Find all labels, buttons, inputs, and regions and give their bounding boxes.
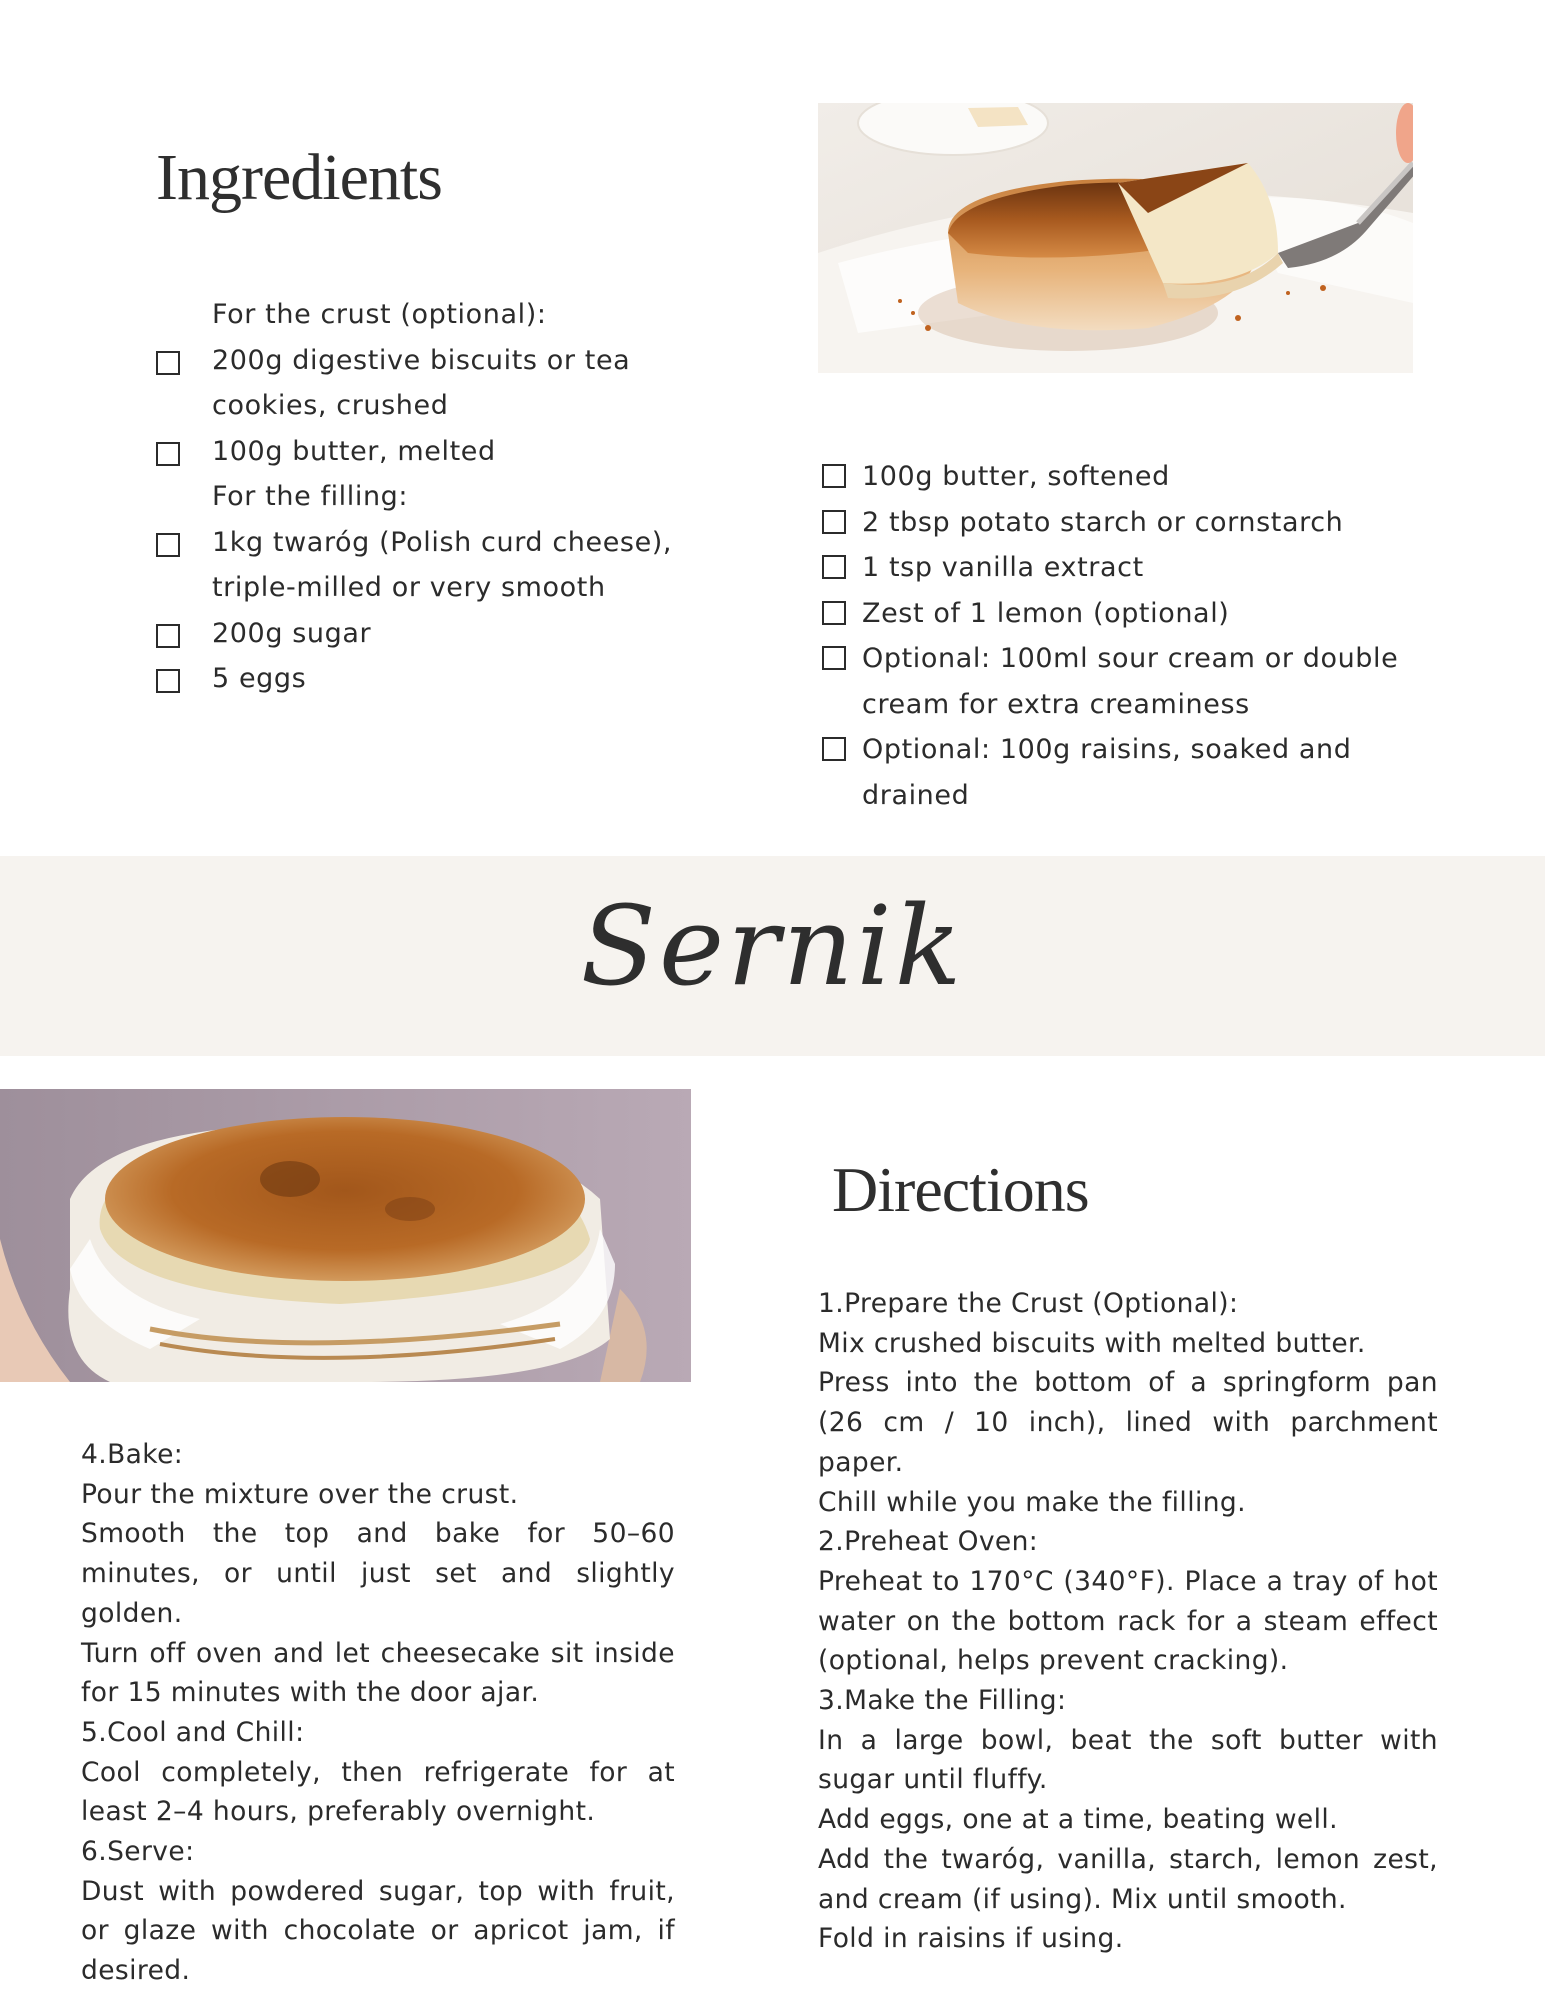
direction-text-line: Turn off oven and let cheesecake sit inside for 15 minutes with the door ajar. [81,1637,675,1709]
direction-step-heading: 2.Preheat Oven: [818,1526,1039,1558]
ingredients-title: Ingredients [156,141,442,214]
ingredient-subheading: For the crust (optional): [212,299,547,330]
ingredient-checkbox-item[interactable]: 200g digestive biscuits or tea cookies, crushed [156,338,746,429]
ingredient-checkbox-item[interactable]: Optional: 100ml sour cream or double cream for extra creaminess [822,636,1402,727]
title-banner [0,856,1545,1056]
direction-text-line: Add the twaróg, vanilla, starch, lemon zest, and cream (if using). Mix until smooth. [818,1843,1438,1915]
directions-title: Directions [832,1154,1089,1225]
ingredient-checkbox-item[interactable]: 2 tbsp potato starch or cornstarch [822,500,1402,546]
direction-text-line: Cool completely, then refrigerate for at least 2–4 hours, preferably overnight. [81,1756,675,1828]
direction-text-line: Chill while you make the filling. [818,1486,1246,1518]
direction-text-line: Fold in raisins if using. [818,1923,1124,1955]
ingredient-checkbox-item[interactable]: Zest of 1 lemon (optional) [822,591,1402,637]
direction-text-line: Press into the bottom of a springform pan (26 cm / 10 inch), lined with parchment paper. [818,1367,1438,1478]
direction-step-heading: 6.Serve: [81,1836,195,1868]
directions-column-right [818,1284,1438,1959]
direction-text-line: Preheat to 170°C (340°F). Place a tray of hot water on the bottom rack for a steam effect (optional, helps prevent cracking). [818,1565,1438,1677]
direction-text-line: In a large bowl, beat the soft butter with sugar until fluffy. [818,1724,1438,1796]
direction-text-line: Dust with powdered sugar, top with fruit, or glaze with chocolate or apricot jam, if desired. [81,1875,675,1987]
ingredients-list-left [156,292,746,702]
ingredients-list-right [822,454,1402,818]
direction-text-line: Pour the mixture over the crust. [81,1478,519,1510]
cheesecake-slice-image [818,103,1413,373]
whole-cheesecake-photo [0,1089,691,1382]
direction-text-line: Mix crushed biscuits with melted butter. [818,1327,1366,1359]
recipe-title: Sernik [580,882,965,1010]
direction-step-heading: 1.Prepare the Crust (Optional): [818,1288,1239,1319]
ingredient-checkbox-item[interactable]: 100g butter, softened [822,454,1402,500]
direction-step-heading: 4.Bake: [81,1439,184,1470]
direction-text-line: Add eggs, one at a time, beating well. [818,1804,1338,1836]
ingredient-checkbox-item[interactable]: 1kg twaróg (Polish curd cheese), triple-milled or very smooth [156,520,746,611]
ingredient-subheading: For the filling: [212,481,409,512]
ingredient-checkbox-item[interactable]: 1 tsp vanilla extract [822,545,1402,591]
direction-text-line: Smooth the top and bake for 50–60 minutes, or until just set and slightly golden. [81,1518,675,1629]
ingredient-checkbox-item[interactable]: 100g butter, melted [156,429,746,475]
ingredient-checkbox-item[interactable]: 200g sugar [156,611,746,657]
direction-step-heading: 3.Make the Filling: [818,1685,1067,1717]
directions-column-left [81,1435,675,1991]
direction-step-heading: 5.Cool and Chill: [81,1716,305,1748]
ingredient-checkbox-item[interactable]: 5 eggs [156,656,746,702]
ingredient-checkbox-item[interactable]: Optional: 100g raisins, soaked and drained [822,727,1402,818]
cheesecake-slice-photo [818,103,1413,373]
whole-cheesecake-image [0,1089,691,1382]
